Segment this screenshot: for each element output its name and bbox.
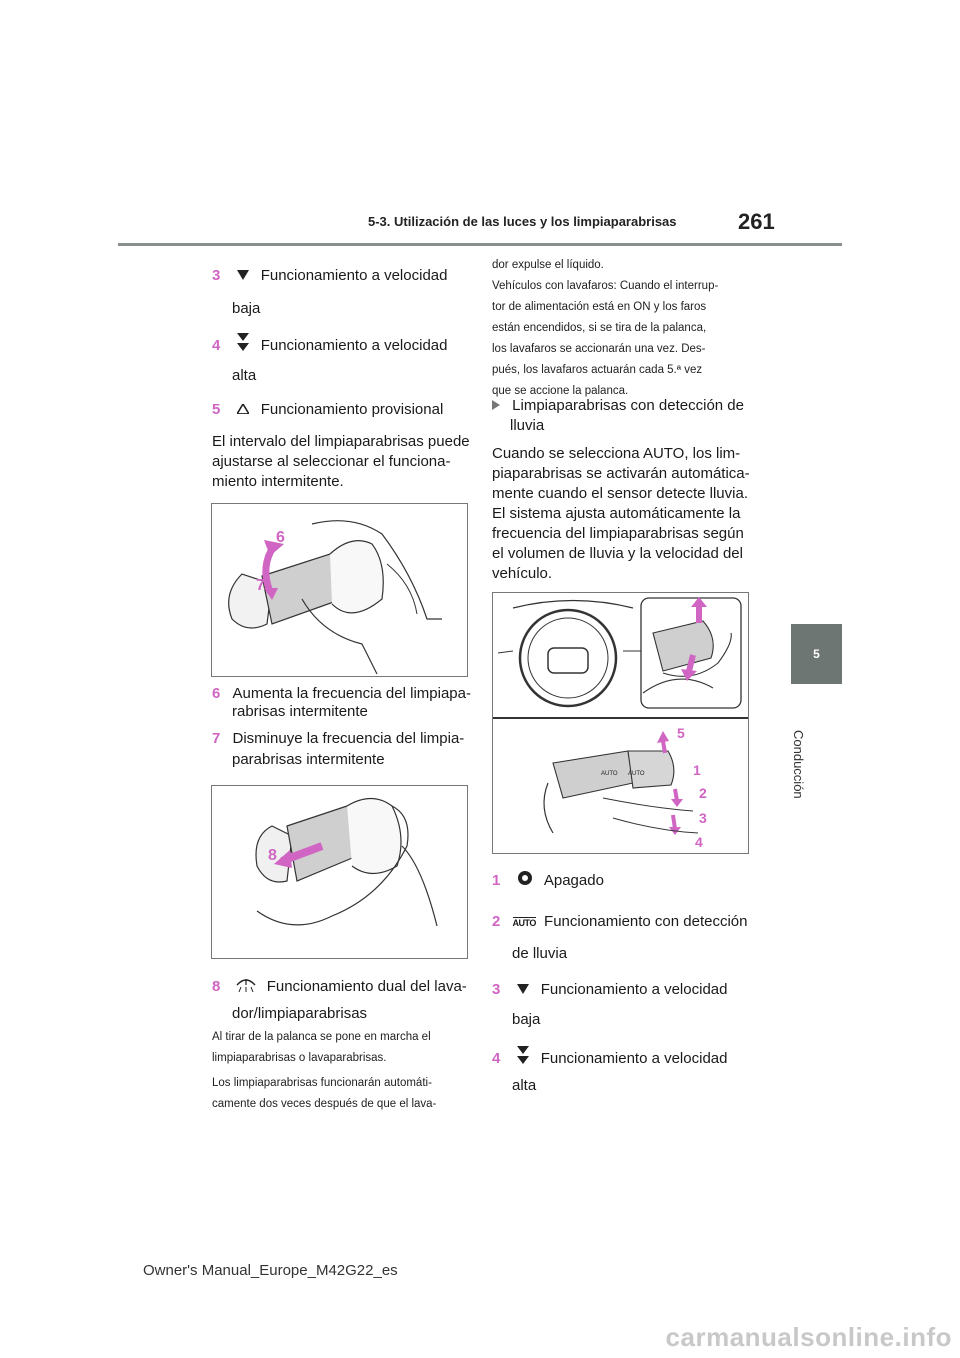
note-line: que se accione la palanca. [492,385,629,397]
list-item [212,684,471,704]
figure-label: 5 [677,725,685,741]
washer-icon [235,975,257,999]
note-line: pués, los lavafaros actuarán cada 5.ª vez [492,364,703,376]
item-continuation: baja [512,1011,541,1028]
chapter-side-label [784,730,814,840]
note-line: Al tirar de la palanca se pone en marcha el [212,1031,431,1043]
item-text: Funcionamiento a velocidad [540,981,728,998]
switch-text: AUTO [628,771,645,777]
note-line: están encendidos, si se tira de la palanca, [492,322,707,334]
note-text [212,1027,436,1115]
list-item [212,333,447,359]
watermark: carmanualsonline.info [665,1322,952,1352]
auto-icon: AUTO [512,917,536,928]
item-text: Funcionamiento a velocidad [540,1049,728,1067]
chapter-tab[interactable] [791,624,842,684]
switch-text: AUTO [601,771,618,777]
note-line: Vehículos con lavafaros: Cuando el interrup- [492,280,719,292]
rain-sensing-illustration [493,593,748,853]
item-number: 5 [212,401,221,418]
section-title: 5-3. Utilización de las luces y los limpiaparabrisas [368,214,677,229]
item-continuation: parabrisas intermitente [232,751,385,768]
item-continuation: alta [512,1077,537,1094]
note-line: tor de alimentación está en ON y los faros [492,301,707,313]
note-line: Los limpiaparabrisas funcionarán automáti- [212,1077,432,1089]
item-text: Funcionamiento provisional [260,401,444,418]
figure-label: 7 [256,577,265,594]
list-item [212,975,467,999]
header-rule [118,243,842,246]
paragraph-line: vehículo. [492,565,553,582]
paragraph-line: miento intermitente. [212,473,344,490]
lever-rotate-illustration [212,504,467,676]
figure-label: 8 [268,847,277,864]
list-item [212,400,443,420]
item-text: Funcionamiento a velocidad [260,336,448,354]
note-text [492,255,718,402]
paragraph-line: Cuando se selecciona AUTO, los lim- [492,445,741,462]
item-number: 6 [212,685,221,702]
list-item [492,1046,727,1072]
chapter-label: Conducción [791,730,806,799]
note-line: los lavafaros se accionarán una vez. Des- [492,343,706,355]
figure-label: 4 [695,834,703,850]
figure-rain-sensing-wiper [492,592,749,854]
item-continuation: de lluvia [512,945,568,962]
figure-wiper-lever-rotate [211,503,468,677]
item-text: Apagado [543,871,604,889]
list-item [212,266,447,286]
item-text: Disminuye la frecuencia del limpia- [232,730,465,747]
paragraph [492,444,750,584]
list-item [212,729,464,749]
high-speed-double-triangle-icon [517,1046,529,1072]
off-circle-icon [517,870,533,892]
item-text: Funcionamiento con detección [544,913,748,930]
item-number: 8 [212,977,221,995]
manual-name: Owner's Manual_Europe_M42G22_es [143,1262,398,1279]
item-continuation: alta [232,367,257,384]
figure-label: 6 [276,529,285,546]
note-line: limpiaparabrisas o lavaparabrisas. [212,1052,387,1064]
paragraph-line: el volumen de lluvia y la velocidad del [492,545,743,562]
item-number: 7 [212,730,221,747]
figure-label: 3 [699,810,707,826]
mist-triangle-icon [237,400,249,420]
paragraph-line: mente cuando el sensor detecte lluvia. [492,485,748,502]
item-number: 2 [492,913,501,930]
item-number: 3 [492,981,501,998]
note-line: camente dos veces después de que el lava- [212,1098,437,1110]
bullet-triangle-icon [492,396,500,416]
item-number: 1 [492,871,501,889]
list-item [492,980,727,1000]
item-number: 4 [212,336,221,354]
paragraph-line: El intervalo del limpiaparabrisas puede [212,433,470,450]
list-item [492,912,748,932]
item-continuation: rabrisas intermitente [232,703,368,720]
item-text: Aumenta la frecuencia del limpiapa- [232,685,471,702]
item-number: 4 [492,1049,501,1067]
list-item [492,870,604,892]
paragraph-line: piaparabrisas se activarán automática- [492,465,750,482]
item-continuation: dor/limpiaparabrisas [232,1005,368,1022]
paragraph [212,432,470,492]
note-line: dor expulse el líquido. [492,259,604,271]
paragraph-line: ajustarse al seleccionar el funciona- [212,453,451,470]
bullet-heading-cont: lluvia [510,417,545,434]
figure-label: 2 [699,785,707,801]
bullet-heading-text: Limpiaparabrisas con detección de [512,397,744,414]
bullet-heading [492,396,744,416]
figure-label: 1 [693,762,701,778]
chapter-number: 5 [813,647,820,661]
item-continuation: baja [232,300,261,317]
page-number: 261 [738,209,775,234]
low-speed-triangle-icon [237,266,249,286]
lever-pull-illustration [212,786,467,958]
item-number: 3 [212,267,221,284]
paragraph-line: El sistema ajusta automáticamente la [492,505,741,522]
low-speed-triangle-icon [517,980,529,1000]
figure-wiper-lever-pull [211,785,468,959]
item-text: Funcionamiento a velocidad [260,267,448,284]
high-speed-double-triangle-icon [237,333,249,359]
paragraph-line: frecuencia del limpiaparabrisas según [492,525,744,542]
item-text: Funcionamiento dual del lava- [266,977,467,995]
